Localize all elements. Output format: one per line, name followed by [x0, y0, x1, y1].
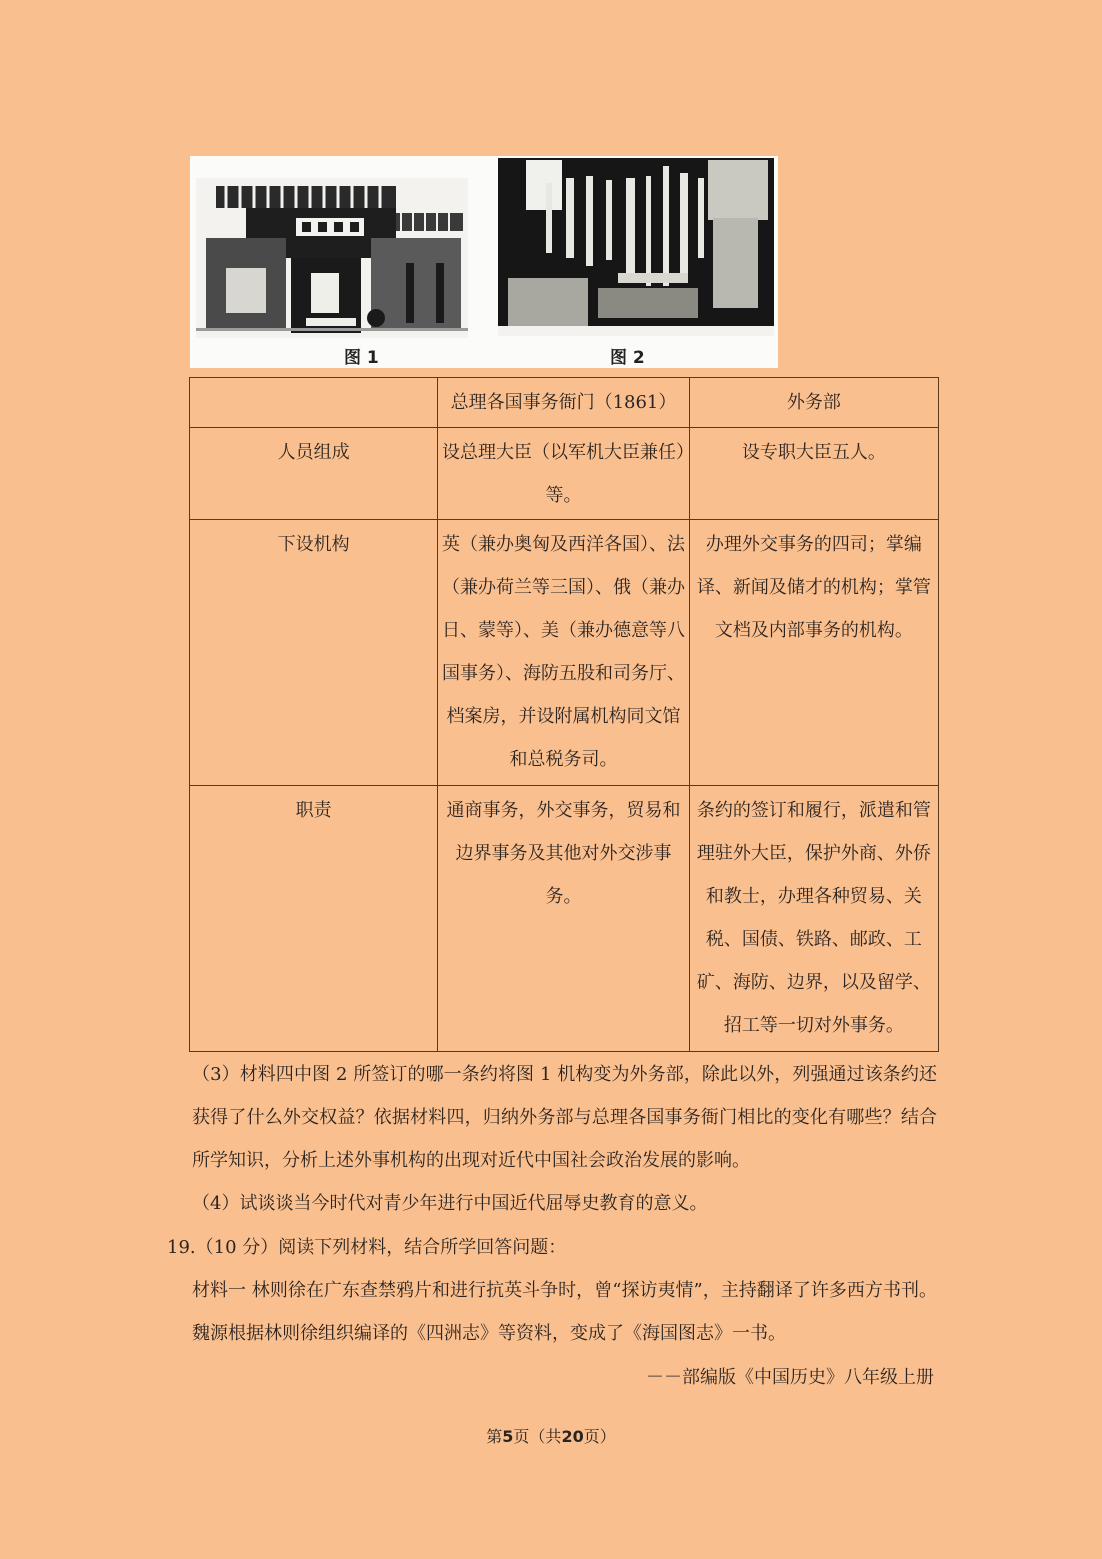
- treaty-signing-photo-icon: [498, 158, 774, 336]
- row-label-staff: 人员组成: [190, 428, 438, 520]
- table-row: [190, 786, 939, 1052]
- figure-1-caption: 图 1: [344, 348, 379, 368]
- page-footer: [0, 1424, 1102, 1447]
- question-4: （4）试谈谈当今时代对青少年进行中国近代屈辱史教育的意义。: [192, 1193, 708, 1214]
- page-number: 5: [502, 1427, 514, 1446]
- question-19-title: 19.（10 分）阅读下列材料，结合所学回答问题：: [167, 1237, 567, 1258]
- row-label-organization: 下设机构: [190, 520, 438, 786]
- cell-zongli-staff: 设总理大臣（以军机大臣兼任）等。: [438, 428, 689, 520]
- header-cell-empty: [190, 378, 438, 428]
- table-row: [190, 520, 939, 786]
- figure-images: [190, 156, 778, 368]
- cell-zongli-duties: 通商事务，外交事务，贸易和边界事务及其他对外交涉事务。: [438, 786, 689, 1052]
- comparison-table: [189, 377, 939, 1052]
- question-3: （3）材料四中图 2 所签订的哪一条约将图 1 机构变为外务部，除此以外，列强通过该条约还获得了什么外交权益？依据材料四，归纳外务部与总理各国事务衙门相比的变化有哪些？结合所学知识，分析上述外事机构的出现对近代中国社会政治发展的影响。: [192, 1064, 937, 1171]
- material-1-text: 材料一 林则徐在广东查禁鸦片和进行抗英斗争时，曾“探访夷情”，主持翻译了许多西方书刊。魏源根据林则徐组织编译的《四洲志》等资料，变成了《海国图志》一书。: [192, 1280, 937, 1344]
- cell-waiwubu-duties: 条约的签订和履行，派遣和管理驻外大臣，保护外商、外侨和教士，办理各种贸易、关税、国债、铁路、邮政、工矿、海防、边界，以及留学、招工等一切对外事务。: [689, 786, 938, 1052]
- row-label-duties: 职责: [190, 786, 438, 1052]
- figure-1-image: [196, 178, 468, 338]
- table-row: [190, 428, 939, 520]
- footer-prefix: 第: [486, 1427, 503, 1446]
- footer-suffix: 页）: [583, 1427, 616, 1446]
- header-cell-waiwubu: 外务部: [689, 378, 938, 428]
- page-total: 20: [561, 1427, 584, 1446]
- cell-waiwubu-staff: 设专职大臣五人。: [689, 428, 938, 520]
- figure-2-image: [498, 158, 774, 336]
- footer-middle: 页（共: [513, 1427, 562, 1446]
- cell-zongli-organization: 英（兼办奥匈及西洋各国）、法（兼办荷兰等三国）、俄（兼办日、蒙等）、美（兼办德意等八国事务）、海防五股和司务厅、档案房，并设附属机构同文馆和总税务司。: [438, 520, 689, 786]
- figure-2-caption: 图 2: [610, 348, 645, 368]
- cell-waiwubu-organization: 办理外交事务的四司；掌编译、新闻及储才的机构；掌管文档及内部事务的机构。: [689, 520, 938, 786]
- yamen-gate-photo-icon: [196, 178, 468, 338]
- material-1-source: －－部编版《中国历史》八年级上册: [646, 1367, 934, 1388]
- table-header-row: [190, 378, 939, 428]
- header-cell-zongli-yamen: 总理各国事务衙门（1861）: [438, 378, 689, 428]
